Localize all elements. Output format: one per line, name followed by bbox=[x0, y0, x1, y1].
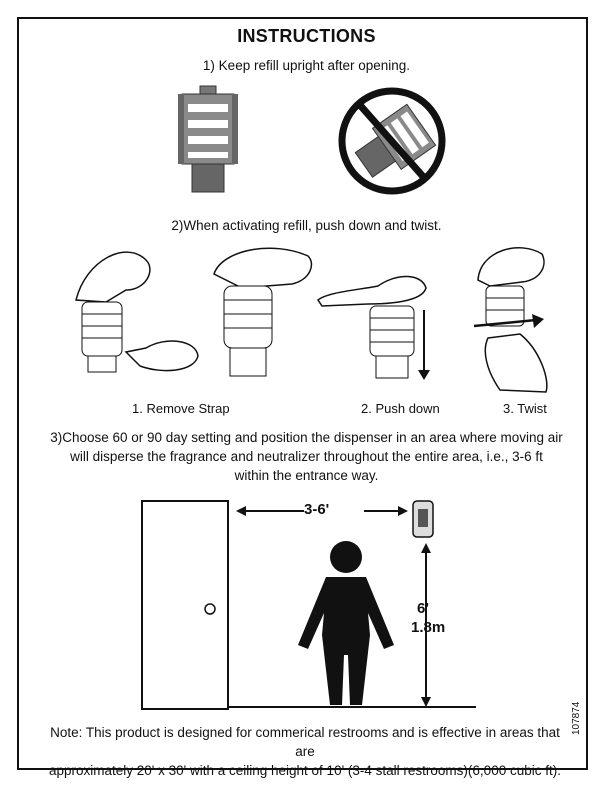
step-2-text: 2)When activating refill, push down and twist. bbox=[171, 218, 442, 233]
upright-refill-illustration bbox=[178, 86, 238, 194]
step-3-line-1: 3)Choose 60 or 90 day setting and position the dispenser in an area where moving air bbox=[50, 430, 563, 445]
twist-illustration bbox=[470, 240, 554, 396]
product-code: 107874 bbox=[571, 701, 582, 735]
door bbox=[142, 501, 228, 709]
caption-remove-strap: 1. Remove Strap bbox=[132, 401, 230, 416]
dispenser-icon bbox=[413, 501, 433, 537]
caption-push-down: 2. Push down bbox=[361, 401, 440, 416]
height-meters-label: 1.8m bbox=[411, 619, 446, 636]
door-knob bbox=[205, 604, 215, 614]
step-1-text: 1) Keep refill upright after opening. bbox=[202, 58, 411, 73]
height-feet-label: 6' bbox=[417, 600, 429, 617]
footnote bbox=[40, 723, 570, 780]
push-down-illustration bbox=[318, 264, 438, 384]
remove-strap-illustration bbox=[66, 240, 206, 380]
footnote-line-1: Note: This product is designed for commerical restrooms and is effective in areas that are bbox=[50, 725, 560, 759]
step-3-line-3: within the entrance way. bbox=[234, 468, 379, 483]
person-silhouette bbox=[298, 541, 394, 705]
step-3-line-2: will disperse the fragrance and neutralizer throughout the entire area, i.e., 3-6 ft bbox=[70, 449, 543, 464]
footnote-line-2: approximately 20' x 30' with a ceiling height of 10' (3-4 stall restrooms)(6,000 cubic ft). bbox=[49, 763, 561, 778]
caption-twist: 3. Twist bbox=[503, 401, 547, 416]
page-title: INSTRUCTIONS bbox=[237, 26, 376, 46]
distance-label: 3-6' bbox=[304, 501, 330, 518]
tilted-refill-prohibited-icon bbox=[337, 86, 447, 196]
push-refill-illustration bbox=[212, 244, 318, 380]
